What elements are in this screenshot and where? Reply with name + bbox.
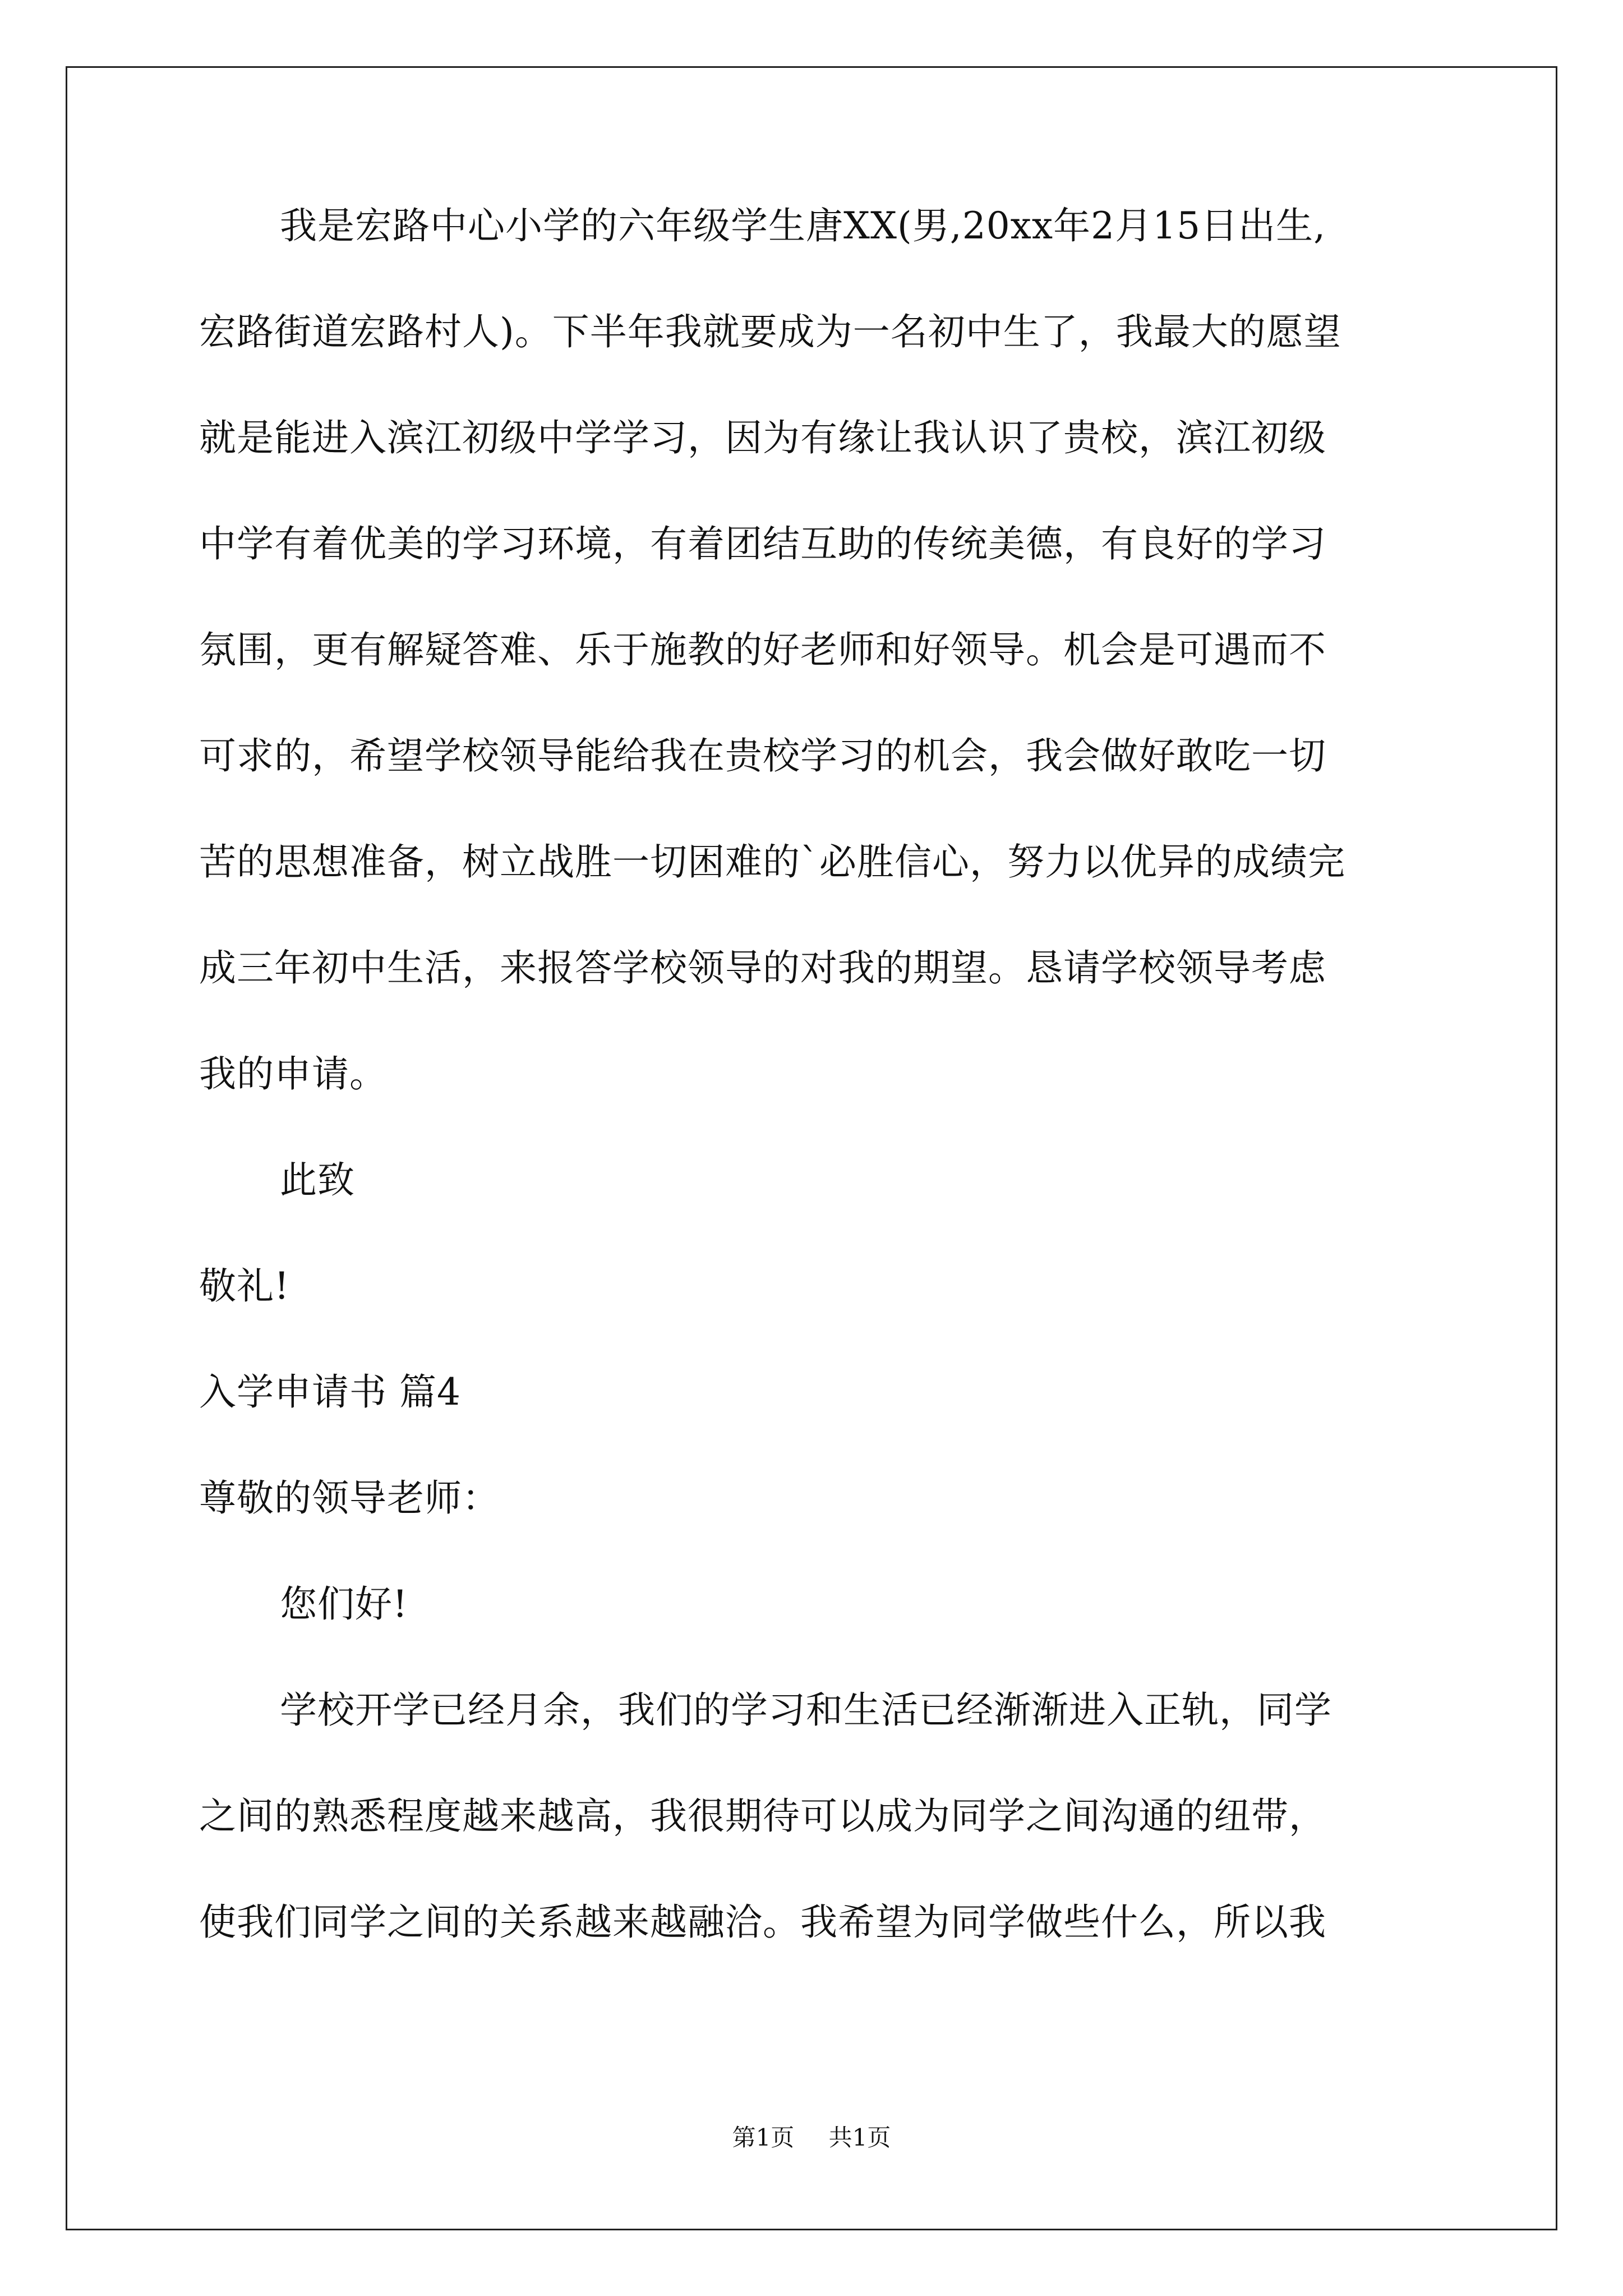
document-body xyxy=(199,204,1422,2010)
letter-greeting: 尊敬的领导老师： xyxy=(199,1476,500,1520)
paragraph-line: 苦的思想准备，树立战胜一切困难的`必胜信心，努力以优异的成绩完 xyxy=(199,840,1345,884)
page-total: 共1页 xyxy=(828,2124,891,2151)
paragraph-line: 成三年初中生活，来报答学校领导的对我的期望。恳请学校领导考虑 xyxy=(199,946,1326,990)
paragraph-line: 就是能进入滨江初级中学学习，因为有缘让我认识了贵校，滨江初级 xyxy=(199,416,1326,459)
section-heading: 入学申请书 篇4 xyxy=(199,1370,461,1414)
paragraph-line: 氛围，更有解疑答难、乐于施教的好老师和好领导。机会是可遇而不 xyxy=(199,628,1326,671)
paragraph-line: 可求的，希望学校领导能给我在贵校学习的机会，我会做好敢吃一切 xyxy=(199,734,1326,777)
closing-regards: 敬礼! xyxy=(199,1264,290,1308)
paragraph-line: 之间的熟悉程度越来越高，我很期待可以成为同学之间沟通的纽带， xyxy=(199,1795,1326,1838)
paragraph-line: 我是宏路中心小学的六年级学生唐XX(男,20xx年2月15日出生, xyxy=(280,204,1326,247)
paragraph-line: 我的申请。 xyxy=(199,1052,387,1096)
page-number: 第1页 xyxy=(732,2124,795,2151)
closing-salutation: 此致 xyxy=(280,1158,355,1202)
paragraph-line: 中学有着优美的学习环境，有着团结互助的传统美德，有良好的学习 xyxy=(199,522,1326,565)
page-footer xyxy=(0,2126,1623,2150)
paragraph-line: 学校开学已经月余，我们的学习和生活已经渐渐进入正轨，同学 xyxy=(280,1688,1332,1732)
paragraph-line: 使我们同学之间的关系越来越融洽。我希望为同学做些什么，所以我 xyxy=(199,1901,1326,1944)
letter-hello: 您们好! xyxy=(280,1582,408,1626)
paragraph-line: 宏路街道宏路村人)。下半年我就要成为一名初中生了，我最大的愿望 xyxy=(199,310,1341,353)
